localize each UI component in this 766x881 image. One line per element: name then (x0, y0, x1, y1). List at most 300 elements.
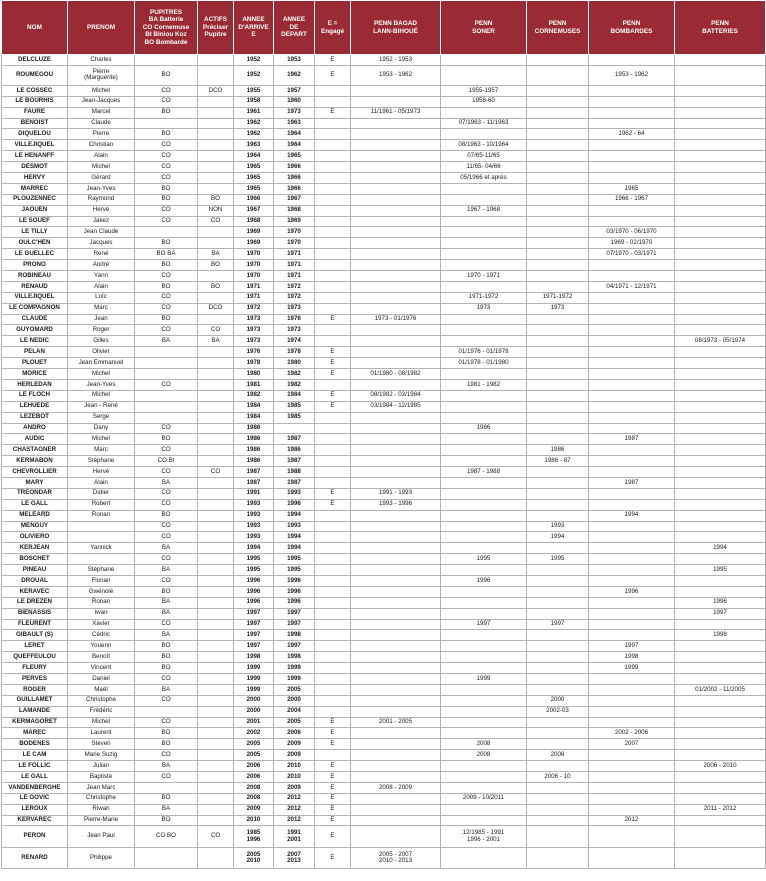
cell-actifs (198, 456, 234, 467)
cell-penn-batteries (675, 183, 766, 194)
cell-penn-cornemuses: 1995 (527, 554, 589, 565)
cell-pupitres: BA (135, 336, 198, 347)
cell-actifs (198, 804, 234, 815)
cell-penn-cornemuses (527, 586, 589, 597)
cell-penn-bombardes (589, 575, 675, 586)
cell-penn-bagad (351, 684, 441, 695)
cell-actifs (198, 663, 234, 674)
cell-penn-cornemuses (527, 565, 589, 576)
cell-prenom: Laurent (68, 728, 135, 739)
cell-penn-soner: 01/1976 - 01/1978 (441, 347, 527, 358)
cell-penn-batteries (675, 325, 766, 336)
cell-nom: HERVY (2, 173, 68, 184)
cell-penn-soner (441, 194, 527, 205)
cell-actifs: NON (198, 205, 234, 216)
cell-penn-bagad (351, 456, 441, 467)
cell-penn-bagad (351, 510, 441, 521)
cell-pupitres: BO (135, 238, 198, 249)
cell-nom: LE TILLY (2, 227, 68, 238)
cell-annee-depart: 1970 (274, 238, 315, 249)
cell-penn-soner: 12/1985 - 1991 1996 - 2001 (441, 826, 527, 848)
cell-engage (315, 271, 351, 282)
table-row (2, 684, 766, 695)
cell-penn-bombardes (589, 292, 675, 303)
cell-penn-bagad (351, 597, 441, 608)
cell-actifs: DCO (198, 303, 234, 314)
cell-penn-batteries (675, 532, 766, 543)
cell-penn-soner (441, 510, 527, 521)
cell-penn-bombardes (589, 467, 675, 478)
cell-penn-bombardes: 1965 (589, 183, 675, 194)
cell-annee-depart: 1996 (274, 575, 315, 586)
cell-penn-batteries (675, 728, 766, 739)
cell-pupitres: CO (135, 619, 198, 630)
cell-annee-depart: 1973 (274, 325, 315, 336)
cell-penn-soner: 07/1963 - 11/1963 (441, 118, 527, 129)
cell-penn-soner (441, 565, 527, 576)
cell-penn-soner (441, 55, 527, 66)
cell-penn-soner: 1997 (441, 619, 527, 630)
cell-penn-soner: 1967 - 1968 (441, 205, 527, 216)
cell-penn-bombardes (589, 456, 675, 467)
header-penn-bombardes: PENN BOMBARDES (589, 1, 675, 55)
cell-pupitres: CO (135, 303, 198, 314)
cell-penn-soner (441, 521, 527, 532)
cell-pupitres (135, 358, 198, 369)
cell-annee-depart: 1994 (274, 510, 315, 521)
cell-actifs (198, 630, 234, 641)
table-row (2, 554, 766, 565)
cell-nom: LE COMPAGNON (2, 303, 68, 314)
table-row (2, 499, 766, 510)
cell-annee-depart: 1969 (274, 216, 315, 227)
cell-penn-bagad: 2008 - 2009 (351, 782, 441, 793)
cell-annee-depart: 2009 (274, 782, 315, 793)
cell-annee-depart: 1996 (274, 499, 315, 510)
cell-engage (315, 608, 351, 619)
cell-nom: FLEURENT (2, 619, 68, 630)
cell-nom: LE CAM (2, 750, 68, 761)
cell-annee-depart: 1970 (274, 227, 315, 238)
cell-penn-soner: 1986 (441, 423, 527, 434)
cell-penn-cornemuses: 2002-03 (527, 706, 589, 717)
cell-penn-batteries (675, 739, 766, 750)
cell-pupitres: BA (135, 477, 198, 488)
table-row (2, 292, 766, 303)
cell-annee-arrivee: 1955 (234, 85, 274, 96)
cell-prenom (68, 554, 135, 565)
cell-actifs (198, 597, 234, 608)
cell-pupitres: BO (135, 815, 198, 826)
cell-engage (315, 477, 351, 488)
cell-penn-bagad (351, 140, 441, 151)
cell-pupitres: CO (135, 423, 198, 434)
cell-prenom: Michel (68, 85, 135, 96)
cell-pupitres: CO (135, 216, 198, 227)
cell-penn-cornemuses (527, 652, 589, 663)
cell-pupitres (135, 347, 198, 358)
cell-penn-bombardes (589, 55, 675, 66)
cell-engage: E (315, 488, 351, 499)
cell-annee-arrivee: 2008 (234, 793, 274, 804)
cell-annee-arrivee: 1962 (234, 118, 274, 129)
cell-nom: LE FLOCH (2, 390, 68, 401)
cell-penn-batteries (675, 815, 766, 826)
cell-actifs (198, 510, 234, 521)
table-row (2, 314, 766, 325)
cell-prenom: Benoît (68, 652, 135, 663)
table-row (2, 641, 766, 652)
cell-prenom: Michel (68, 390, 135, 401)
cell-engage (315, 173, 351, 184)
cell-penn-bagad (351, 641, 441, 652)
cell-pupitres: BO (135, 728, 198, 739)
cell-penn-cornemuses: 2006 - 10 (527, 772, 589, 783)
cell-actifs (198, 445, 234, 456)
cell-penn-soner (441, 532, 527, 543)
cell-engage (315, 260, 351, 271)
cell-annee-arrivee: 1969 (234, 227, 274, 238)
cell-annee-depart: 1964 (274, 140, 315, 151)
cell-actifs (198, 401, 234, 412)
cell-pupitres: CO (135, 717, 198, 728)
cell-penn-bagad (351, 434, 441, 445)
cell-actifs (198, 793, 234, 804)
cell-penn-bagad (351, 379, 441, 390)
cell-penn-bombardes (589, 695, 675, 706)
cell-annee-depart: 1982 (274, 369, 315, 380)
cell-penn-cornemuses (527, 684, 589, 695)
cell-pupitres: BO (135, 652, 198, 663)
table-row (2, 477, 766, 488)
cell-penn-soner (441, 717, 527, 728)
cell-actifs (198, 739, 234, 750)
cell-penn-soner (441, 216, 527, 227)
cell-penn-bagad: 1973 - 01/1976 (351, 314, 441, 325)
cell-penn-soner (441, 728, 527, 739)
cell-engage (315, 565, 351, 576)
cell-engage: E (315, 761, 351, 772)
cell-prenom: Christian (68, 140, 135, 151)
cell-penn-bagad (351, 303, 441, 314)
cell-annee-depart: 1966 (274, 183, 315, 194)
cell-penn-bombardes (589, 347, 675, 358)
cell-annee-arrivee: 1997 (234, 641, 274, 652)
cell-penn-bombardes (589, 445, 675, 456)
table-row (2, 575, 766, 586)
cell-actifs (198, 488, 234, 499)
cell-penn-bagad (351, 162, 441, 173)
cell-penn-batteries: 1996 (675, 597, 766, 608)
cell-engage (315, 85, 351, 96)
cell-penn-bombardes: 1962 - 64 (589, 129, 675, 140)
cell-pupitres: BO (135, 434, 198, 445)
table-row (2, 271, 766, 282)
cell-prenom: Gwénolé (68, 586, 135, 597)
cell-pupitres: CO (135, 445, 198, 456)
cell-annee-arrivee: 1984 (234, 401, 274, 412)
cell-penn-bagad (351, 227, 441, 238)
cell-penn-bagad: 1993 - 1996 (351, 499, 441, 510)
cell-penn-cornemuses: 2008 (527, 750, 589, 761)
cell-pupitres: CO (135, 140, 198, 151)
cell-penn-bagad (351, 532, 441, 543)
cell-penn-cornemuses (527, 85, 589, 96)
cell-annee-depart: 1971 (274, 271, 315, 282)
cell-penn-batteries (675, 826, 766, 848)
cell-prenom: Marcel (68, 107, 135, 118)
cell-annee-arrivee: 1978 (234, 358, 274, 369)
cell-pupitres: BO (135, 314, 198, 325)
table-row (2, 401, 766, 412)
cell-penn-bagad: 03/1984 - 12/1985 (351, 401, 441, 412)
cell-penn-batteries (675, 173, 766, 184)
cell-penn-batteries: 1998 (675, 630, 766, 641)
cell-pupitres: CO (135, 162, 198, 173)
cell-penn-bombardes: 1966 - 1967 (589, 194, 675, 205)
cell-engage: E (315, 793, 351, 804)
cell-annee-arrivee: 1970 (234, 260, 274, 271)
cell-penn-bagad (351, 347, 441, 358)
cell-penn-bagad: 11/1961 - 05/1973 (351, 107, 441, 118)
cell-penn-bombardes (589, 521, 675, 532)
cell-penn-batteries (675, 238, 766, 249)
cell-nom: LE GALL (2, 772, 68, 783)
cell-penn-cornemuses (527, 597, 589, 608)
cell-pupitres: BA (135, 543, 198, 554)
cell-pupitres: CO (135, 488, 198, 499)
cell-penn-bagad (351, 739, 441, 750)
cell-annee-arrivee: 2001 (234, 717, 274, 728)
cell-pupitres: BO (135, 586, 198, 597)
cell-engage (315, 151, 351, 162)
cell-pupitres: CO (135, 379, 198, 390)
header-row (2, 1, 766, 55)
cell-nom: VILLEJIQUEL (2, 140, 68, 151)
cell-penn-cornemuses (527, 205, 589, 216)
cell-penn-bagad (351, 336, 441, 347)
cell-annee-arrivee: 1984 (234, 412, 274, 423)
table-row (2, 65, 766, 85)
cell-nom: GUILLAMET (2, 695, 68, 706)
cell-prenom: Riwan (68, 804, 135, 815)
cell-annee-arrivee: 1987 (234, 467, 274, 478)
cell-nom: PLOUZENNEC (2, 194, 68, 205)
cell-annee-arrivee: 1993 (234, 532, 274, 543)
cell-penn-batteries (675, 314, 766, 325)
header-annee-depart: ANNEE DE DEPART (274, 1, 315, 55)
cell-engage (315, 118, 351, 129)
cell-annee-arrivee: 1970 (234, 271, 274, 282)
cell-pupitres: BA (135, 804, 198, 815)
cell-annee-depart: 1984 (274, 390, 315, 401)
cell-penn-bagad (351, 608, 441, 619)
cell-penn-bombardes (589, 684, 675, 695)
cell-penn-cornemuses: 1986 - 87 (527, 456, 589, 467)
cell-annee-depart: 1963 (274, 118, 315, 129)
cell-penn-batteries (675, 216, 766, 227)
cell-annee-arrivee: 1966 (234, 194, 274, 205)
cell-annee-arrivee: 1961 (234, 107, 274, 118)
cell-penn-bagad (351, 445, 441, 456)
cell-nom: BENOIST (2, 118, 68, 129)
cell-actifs (198, 118, 234, 129)
table-row (2, 630, 766, 641)
table-row (2, 162, 766, 173)
cell-prenom: Christophe (68, 695, 135, 706)
cell-penn-batteries (675, 847, 766, 869)
cell-prenom: Yann (68, 271, 135, 282)
cell-pupitres: BO (135, 183, 198, 194)
cell-annee-arrivee: 1986 (234, 434, 274, 445)
table-row (2, 804, 766, 815)
cell-penn-cornemuses (527, 847, 589, 869)
cell-actifs (198, 129, 234, 140)
cell-penn-bagad (351, 96, 441, 107)
cell-engage (315, 140, 351, 151)
cell-penn-soner: 1955-1957 (441, 85, 527, 96)
cell-prenom: Pierre (68, 129, 135, 140)
cell-penn-soner: 1996 (441, 575, 527, 586)
cell-annee-depart: 1987 (274, 434, 315, 445)
cell-penn-bombardes (589, 303, 675, 314)
table-row (2, 521, 766, 532)
cell-penn-bagad (351, 249, 441, 260)
cell-annee-depart: 1996 (274, 597, 315, 608)
cell-penn-soner (441, 597, 527, 608)
cell-penn-batteries: 1994 (675, 543, 766, 554)
cell-annee-arrivee: 1993 (234, 521, 274, 532)
header-engage: E = Engagé (315, 1, 351, 55)
table-row (2, 782, 766, 793)
cell-penn-batteries (675, 194, 766, 205)
cell-pupitres (135, 847, 198, 869)
cell-prenom: Michel (68, 434, 135, 445)
cell-engage (315, 194, 351, 205)
cell-actifs (198, 477, 234, 488)
cell-nom: KERJEAN (2, 543, 68, 554)
cell-annee-arrivee: 1986 (234, 445, 274, 456)
cell-pupitres: BO (135, 793, 198, 804)
cell-nom: GIBAULT (S) (2, 630, 68, 641)
cell-penn-bagad (351, 673, 441, 684)
cell-penn-batteries (675, 706, 766, 717)
cell-penn-bombardes (589, 423, 675, 434)
cell-penn-batteries (675, 510, 766, 521)
cell-penn-bombardes (589, 761, 675, 772)
table-row (2, 619, 766, 630)
cell-penn-bombardes (589, 673, 675, 684)
cell-penn-soner: 1971-1972 (441, 292, 527, 303)
cell-penn-bombardes: 1997 (589, 641, 675, 652)
cell-actifs: BO (198, 194, 234, 205)
cell-nom: LEZEBOT (2, 412, 68, 423)
cell-penn-soner (441, 772, 527, 783)
cell-penn-batteries (675, 695, 766, 706)
cell-actifs (198, 717, 234, 728)
cell-prenom: Michel (68, 162, 135, 173)
cell-penn-cornemuses (527, 390, 589, 401)
cell-actifs (198, 706, 234, 717)
cell-actifs (198, 369, 234, 380)
cell-penn-bombardes (589, 717, 675, 728)
cell-penn-batteries (675, 260, 766, 271)
cell-annee-depart: 1997 (274, 641, 315, 652)
cell-actifs (198, 434, 234, 445)
cell-penn-soner: 11/65- 04/66 (441, 162, 527, 173)
cell-penn-soner: 1999 (441, 673, 527, 684)
cell-pupitres: CO (135, 173, 198, 184)
table-row (2, 325, 766, 336)
cell-penn-batteries (675, 227, 766, 238)
cell-nom: JAOUEN (2, 205, 68, 216)
cell-prenom: Iwan (68, 608, 135, 619)
cell-penn-bombardes (589, 554, 675, 565)
cell-nom: LE GOVIC (2, 793, 68, 804)
table-row (2, 772, 766, 783)
cell-penn-cornemuses (527, 162, 589, 173)
cell-annee-depart: 1986 (274, 445, 315, 456)
cell-prenom: Didier (68, 488, 135, 499)
cell-nom: LE NEDIC (2, 336, 68, 347)
cell-penn-batteries: 01/2002 - 11/2005 (675, 684, 766, 695)
cell-penn-batteries (675, 140, 766, 151)
cell-actifs (198, 782, 234, 793)
cell-engage: E (315, 314, 351, 325)
cell-pupitres: CO (135, 292, 198, 303)
cell-penn-batteries (675, 205, 766, 216)
cell-pupitres: BO (135, 107, 198, 118)
cell-nom: FLEURY (2, 663, 68, 674)
cell-nom: LE FOLLIC (2, 761, 68, 772)
cell-penn-bombardes (589, 325, 675, 336)
cell-pupitres: BA (135, 597, 198, 608)
cell-engage (315, 205, 351, 216)
table-row (2, 390, 766, 401)
cell-engage: E (315, 804, 351, 815)
cell-annee-arrivee: 1971 (234, 281, 274, 292)
cell-actifs (198, 412, 234, 423)
cell-engage (315, 684, 351, 695)
cell-nom: LE SOUEF (2, 216, 68, 227)
cell-penn-soner: 1973 (441, 303, 527, 314)
cell-penn-cornemuses (527, 140, 589, 151)
cell-annee-depart: 1999 (274, 673, 315, 684)
cell-nom: DROUAL (2, 575, 68, 586)
cell-nom: DIQUELOU (2, 129, 68, 140)
cell-annee-arrivee: 1970 (234, 249, 274, 260)
cell-actifs (198, 565, 234, 576)
cell-penn-bombardes (589, 793, 675, 804)
cell-actifs (198, 183, 234, 194)
cell-penn-cornemuses (527, 575, 589, 586)
cell-engage (315, 575, 351, 586)
cell-prenom: Yannick (68, 543, 135, 554)
cell-penn-cornemuses (527, 717, 589, 728)
cell-penn-soner (441, 129, 527, 140)
cell-annee-depart: 2007 2013 (274, 847, 315, 869)
cell-penn-soner (441, 706, 527, 717)
cell-penn-bombardes (589, 619, 675, 630)
table-row (2, 793, 766, 804)
cell-penn-cornemuses (527, 271, 589, 282)
cell-prenom: Christophe (68, 793, 135, 804)
cell-penn-batteries (675, 663, 766, 674)
cell-engage (315, 281, 351, 292)
cell-engage (315, 652, 351, 663)
cell-annee-depart: 1985 (274, 412, 315, 423)
cell-penn-cornemuses (527, 238, 589, 249)
